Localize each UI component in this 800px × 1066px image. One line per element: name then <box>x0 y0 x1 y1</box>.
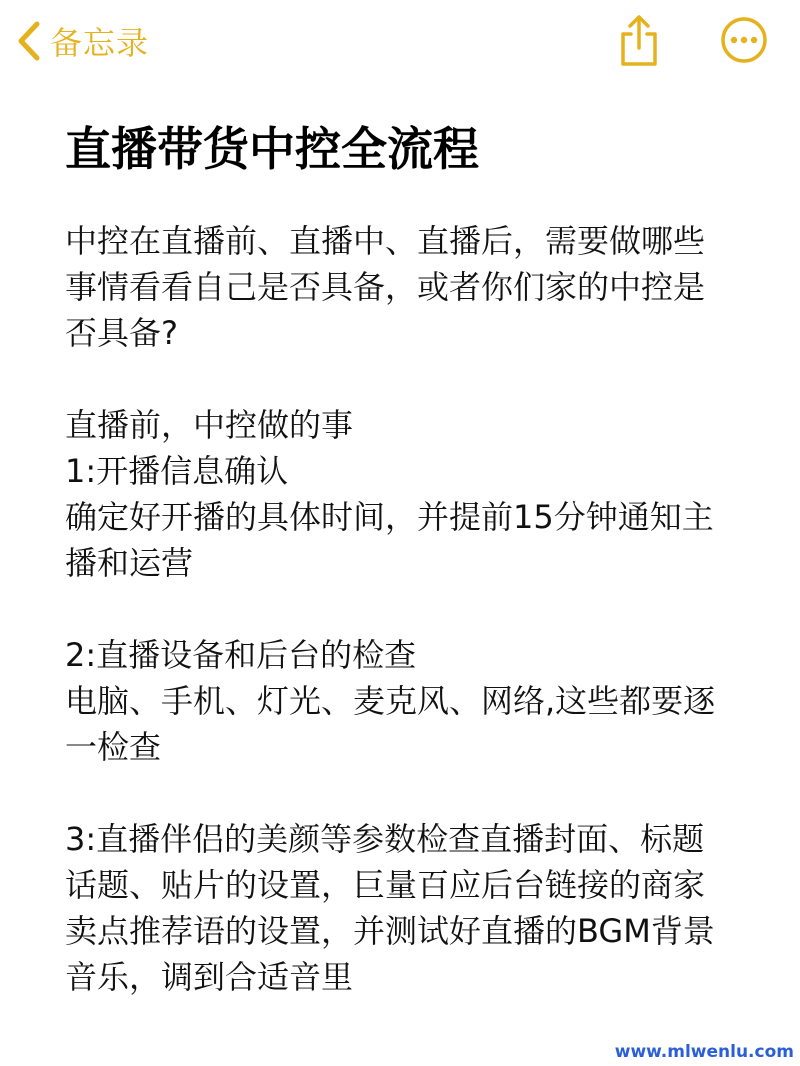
note-line: 电脑、手机、灯光、麦克风、网络,这些都要逐 <box>65 682 716 720</box>
share-icon <box>616 12 662 68</box>
note-line: 确定好开播的具体时间，并提前15分钟通知主 <box>65 498 714 536</box>
navigation-bar <box>0 0 800 84</box>
note-line: 话题、贴片的设置，巨量百应后台链接的商家 <box>65 866 706 904</box>
more-icon <box>720 16 768 64</box>
note-body[interactable] <box>65 218 755 1000</box>
chevron-left-icon <box>8 16 48 66</box>
note-line: 否具备? <box>65 314 178 352</box>
share-button[interactable] <box>616 12 662 68</box>
note-line: 中控在直播前、直播中、直播后，需要做哪些 <box>65 222 706 260</box>
note-line: 2:直播设备和后台的检查 <box>65 636 417 674</box>
back-label: 备忘录 <box>50 24 150 62</box>
note-line: 3:直播伴侣的美颜等参数检查直播封面、标题 <box>65 820 705 858</box>
blank-line <box>65 356 755 402</box>
more-button[interactable] <box>720 16 768 64</box>
note-line: 事情看看自己是否具备，或者你们家的中控是 <box>65 268 706 306</box>
note-line: 播和运营 <box>65 544 194 582</box>
back-button[interactable] <box>8 16 149 66</box>
note-title: 直播带货中控全流程 <box>65 122 479 176</box>
note-line: 音乐，调到合适音里 <box>65 958 354 996</box>
note-line: 一检查 <box>65 728 162 766</box>
blank-line <box>65 586 755 632</box>
watermark-text: www.mlwenlu.com <box>614 1042 794 1062</box>
note-line: 卖点推荐语的设置，并测试好直播的BGM背景 <box>65 912 715 950</box>
blank-line <box>65 770 755 816</box>
note-line: 直播前，中控做的事 <box>65 406 354 444</box>
note-line: 1:开播信息确认 <box>65 452 289 490</box>
